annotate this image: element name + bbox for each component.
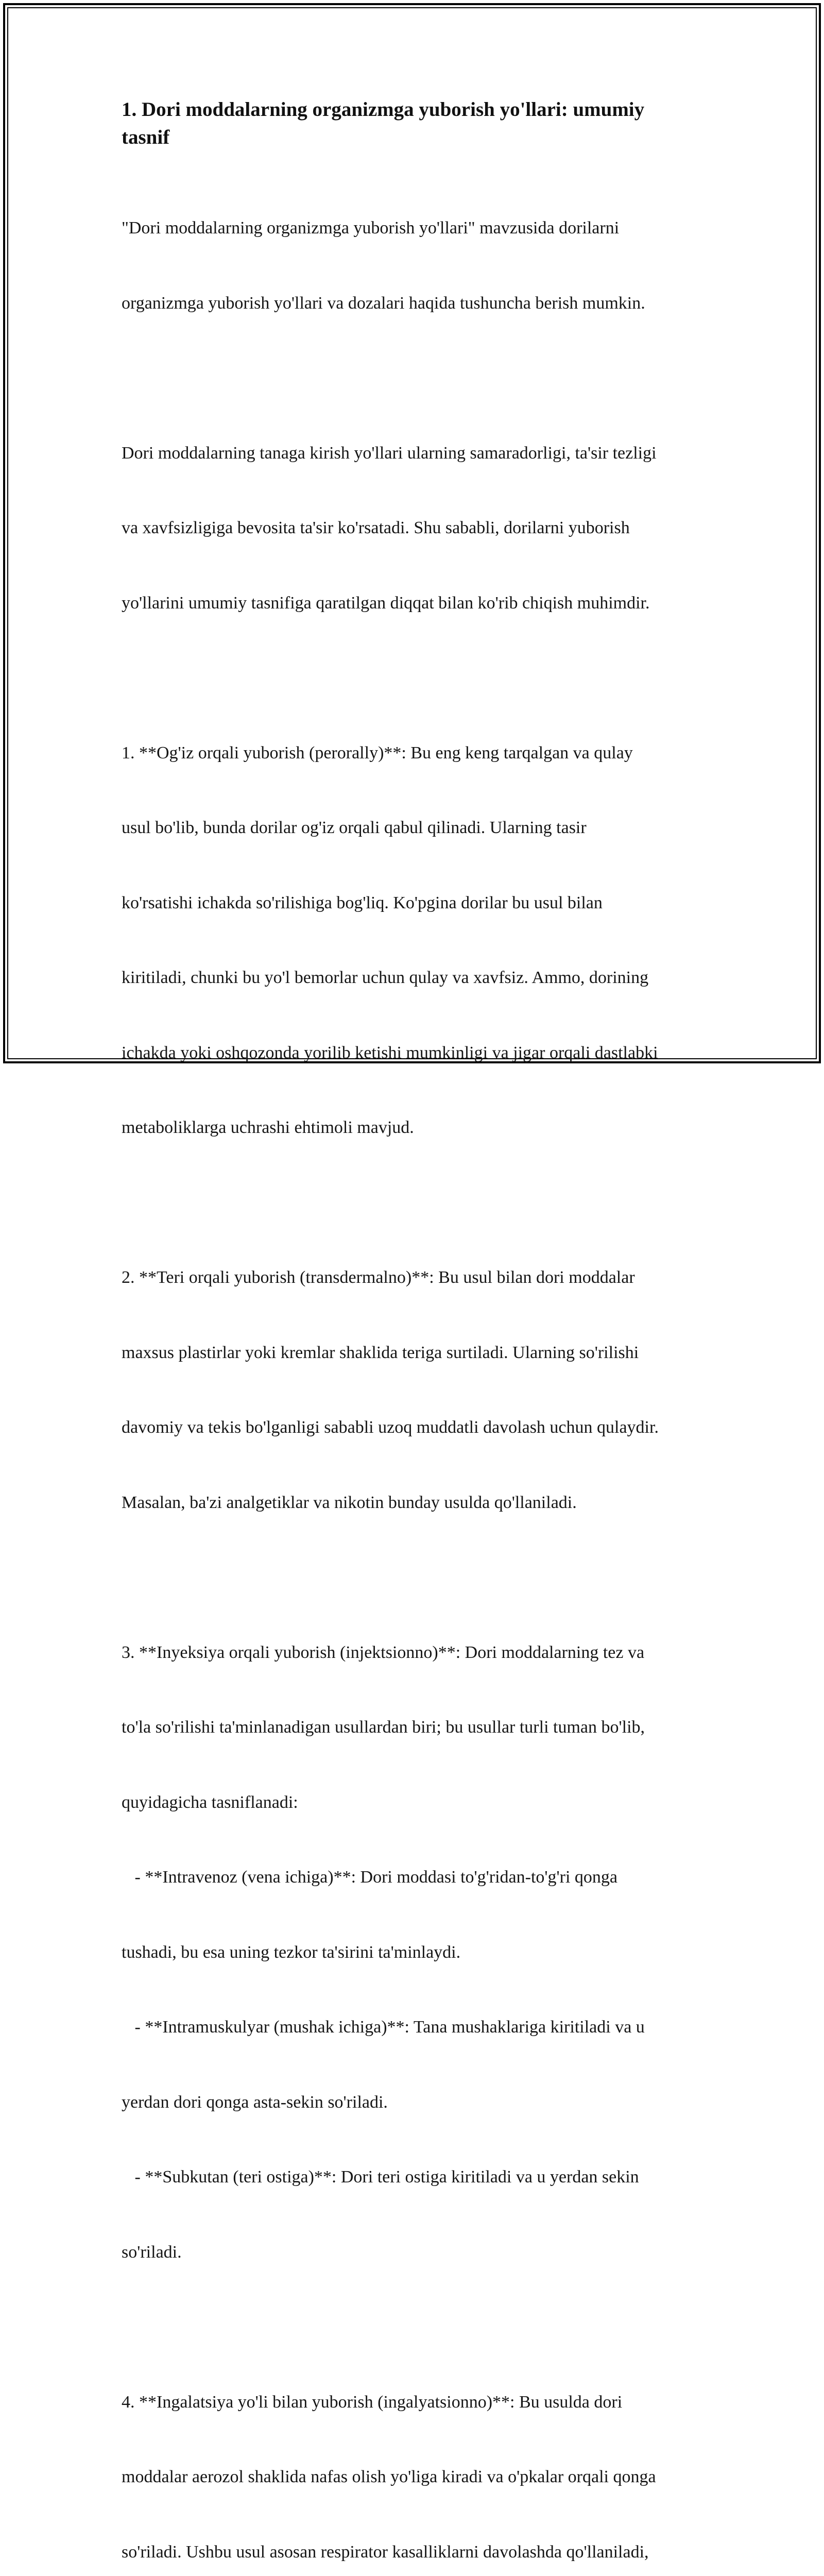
- text-line: 1. **Og'iz orqali yuborish (perorally)**: Bu eng keng tarqalgan va qulay: [122, 741, 703, 766]
- text-line: usul bo'lib, bunda dorilar og'iz orqali qabul qilinadi. Ularning tasir: [122, 816, 703, 841]
- paragraph-inhalation-route: [122, 2340, 703, 2576]
- text-line: ichakda yoki oshqozonda yorilib ketishi mumkinligi va jigar orqali dastlabki: [122, 1041, 703, 1066]
- text-line: so'riladi.: [122, 2240, 703, 2265]
- text-line: moddalar aerozol shaklida nafas olish yo'liga kiradi va o'pkalar orqali qonga: [122, 2465, 703, 2490]
- text-line: 3. **Inyeksiya orqali yuborish (injektsionno)**: Dori moddalarning tez va: [122, 1640, 703, 1666]
- text-line: kiritiladi, chunki bu yo'l bemorlar uchun qulay va xavfsiz. Ammo, dorining: [122, 965, 703, 991]
- text-line: Masalan, ba'zi analgetiklar va nikotin bunday usulda qo'llaniladi.: [122, 1490, 703, 1516]
- paragraph-injection-route: [122, 1590, 703, 2315]
- paragraph-overview: [122, 391, 703, 666]
- heading-line: tasnif: [122, 124, 703, 151]
- section-heading: [122, 96, 703, 151]
- text-line: so'riladi. Ushbu usul asosan respirator kasalliklarni davolashda qo'llaniladi,: [122, 2540, 703, 2565]
- paragraph-intro: [122, 166, 703, 366]
- text-line: Dori moddalarning tanaga kirish yo'llari ularning samaradorligi, ta'sir tezligi: [122, 441, 703, 466]
- text-line: yerdan dori qonga asta-sekin so'riladi.: [122, 2090, 703, 2115]
- text-line: - **Intravenoz (vena ichiga)**: Dori moddasi to'g'ridan-to'g'ri qonga: [122, 1865, 703, 1890]
- text-line: davomiy va tekis bo'lganligi sababli uzoq muddatli davolash uchun qulaydir.: [122, 1415, 703, 1440]
- text-line: - **Intramuskulyar (mushak ichiga)**: Tana mushaklariga kiritiladi va u: [122, 2015, 703, 2040]
- text-line: ko'rsatishi ichakda so'rilishiga bog'liq. Ko'pgina dorilar bu usul bilan: [122, 891, 703, 916]
- text-line: to'la so'rilishi ta'minlanadigan usullardan biri; bu usullar turli tuman bo'lib,: [122, 1715, 703, 1740]
- text-line: maxsus plastirlar yoki kremlar shaklida teriga surtiladi. Ularning so'rilishi: [122, 1341, 703, 1366]
- text-line: 2. **Teri orqali yuborish (transdermalno)**: Bu usul bilan dori moddalar: [122, 1265, 703, 1291]
- paragraph-transdermal-route: [122, 1215, 703, 1565]
- text-line: metaboliklarga uchrashi ehtimoli mavjud.: [122, 1115, 703, 1141]
- heading-line: 1. Dori moddalarning organizmga yuborish yo'llari: umumiy: [122, 96, 703, 124]
- text-line: yo'llarini umumiy tasnifiga qaratilgan diqqat bilan ko'rib chiqish muhimdir.: [122, 591, 703, 616]
- text-line: "Dori moddalarning organizmga yuborish yo'llari" mavzusida dorilarni: [122, 216, 703, 241]
- text-line: tushadi, bu esa uning tezkor ta'sirini ta'minlaydi.: [122, 1940, 703, 1965]
- text-line: - **Subkutan (teri ostiga)**: Dori teri ostiga kiritiladi va u yerdan sekin: [122, 2165, 703, 2190]
- document-body: [122, 96, 703, 2576]
- text-line: 4. **Ingalatsiya yo'li bilan yuborish (ingalyatsionno)**: Bu usulda dori: [122, 2390, 703, 2415]
- text-line: va xavfsizligiga bevosita ta'sir ko'rsatadi. Shu sababli, dorilarni yuborish: [122, 516, 703, 541]
- text-line: quyidagicha tasniflanadi:: [122, 1790, 703, 1816]
- text-line: organizmga yuborish yo'llari va dozalari haqida tushuncha berish mumkin.: [122, 291, 703, 316]
- paragraph-oral-route: [122, 691, 703, 1191]
